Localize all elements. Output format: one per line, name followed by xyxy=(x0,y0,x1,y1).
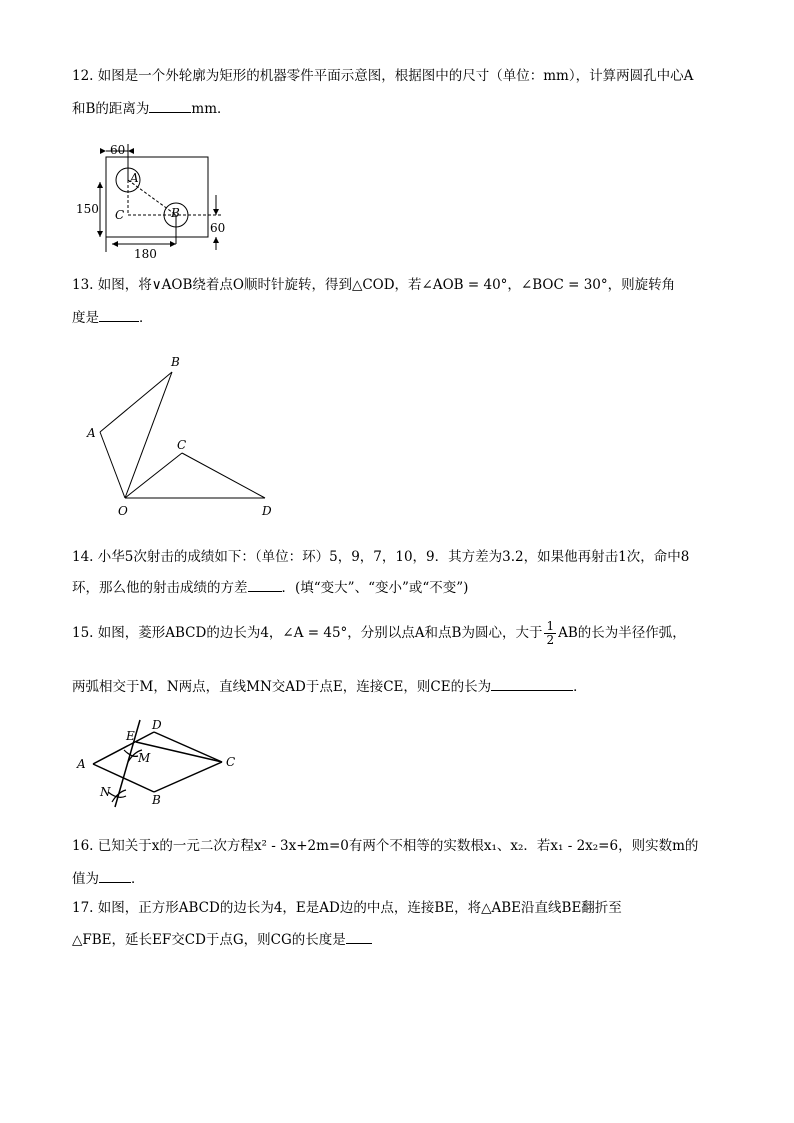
q15-fraction xyxy=(544,620,556,647)
q17-text-a: △FBE，延长EF交CD于点G，则CG的长度是 xyxy=(72,932,346,948)
q13-figure xyxy=(80,350,290,525)
q12-line2 xyxy=(72,98,231,119)
q15-label-m: M xyxy=(138,751,151,765)
q16-text-a: 值为 xyxy=(72,871,99,887)
q16-text-b: ． xyxy=(131,871,145,887)
q12-dim-top: 60 xyxy=(110,143,126,157)
q15-label-c: C xyxy=(226,755,236,769)
q16-line2 xyxy=(72,868,145,889)
q15-answer-blank[interactable] xyxy=(491,676,573,691)
q15-text-b: AB的长为半径作弧， xyxy=(558,625,686,641)
q15-label-d: D xyxy=(152,718,162,732)
q13-label-a: A xyxy=(87,426,96,440)
q12-dim-bottom: 180 xyxy=(134,247,157,261)
q14-line1: 14. 小华5次射击的成绩如下：（单位：环）5，9，7，10，9．其方差为3.2，如果他再射击1次，命中8 xyxy=(72,549,690,565)
q15-line1 xyxy=(72,620,686,647)
q15-text-a: 15. 如图，菱形ABCD的边长为4，∠A = 45°，分别以点A和点B为圆心，大于 xyxy=(72,625,543,641)
q14-text-b: ．(填“变大”、“变小”或“不变”) xyxy=(281,580,469,596)
q12-answer-blank[interactable] xyxy=(149,98,191,113)
q15-text-c: 两弧相交于M，N两点，直线MN交AD于点E，连接CE，则CE的长为 xyxy=(72,679,492,695)
q15-label-n: N xyxy=(100,785,111,799)
q13-label-b: B xyxy=(171,355,180,369)
q17-line1: 17. 如图，正方形ABCD的边长为4，E是AD边的中点，连接BE，将△ABE沿直线BE翻折至 xyxy=(72,900,622,916)
q12-label-c: C xyxy=(115,208,125,222)
q13-text-b: ． xyxy=(139,310,153,326)
q12-text-a: 和B的距离为 xyxy=(72,101,150,117)
q14-answer-blank[interactable] xyxy=(248,577,282,592)
q17-line2 xyxy=(72,929,372,950)
q12-figure xyxy=(76,140,236,265)
q12-dim-right: 60 xyxy=(210,221,226,235)
q12-label-a: A xyxy=(130,171,139,185)
q16-line1: 16. 已知关于x的一元二次方程x² - 3x+2m=0有两个不相等的实数根x₁、x₂．若x₁ - 2x₂=6，则实数m的 xyxy=(72,838,699,854)
q15-line2 xyxy=(72,676,587,697)
q12-text-b: mm． xyxy=(191,101,231,117)
q14-text-a: 环，那么他的射击成绩的方差 xyxy=(72,580,248,596)
q15-label-e: E xyxy=(126,729,135,743)
q15-label-b: B xyxy=(152,793,161,807)
q13-line1: 13. 如图，将∨AOB绕着点O顺时针旋转，得到△COD，若∠AOB = 40°，∠BOC = 30°，则旋转角 xyxy=(72,277,676,293)
q14-line2 xyxy=(72,577,468,598)
q13-label-o: O xyxy=(118,504,128,518)
q13-text-a: 度是 xyxy=(72,310,99,326)
q15-text-d: ． xyxy=(573,679,587,695)
q15-label-a: A xyxy=(77,757,86,771)
q15-frac-num: 1 xyxy=(546,619,555,633)
q16-answer-blank[interactable] xyxy=(99,868,131,883)
q15-frac-den: 2 xyxy=(546,633,555,647)
q13-line2 xyxy=(72,307,153,328)
q13-label-c: C xyxy=(177,438,187,452)
q12-label-b: B xyxy=(171,206,180,220)
q13-label-d: D xyxy=(262,504,272,518)
q15-figure xyxy=(72,712,252,817)
q12-line1: 12. 如图是一个外轮廓为矩形的机器零件平面示意图，根据图中的尺寸（单位：mm），计算两圆孔中心A xyxy=(72,68,694,84)
q13-answer-blank[interactable] xyxy=(99,307,139,322)
q17-answer-blank[interactable] xyxy=(346,929,372,944)
q12-dim-left: 150 xyxy=(76,202,99,216)
